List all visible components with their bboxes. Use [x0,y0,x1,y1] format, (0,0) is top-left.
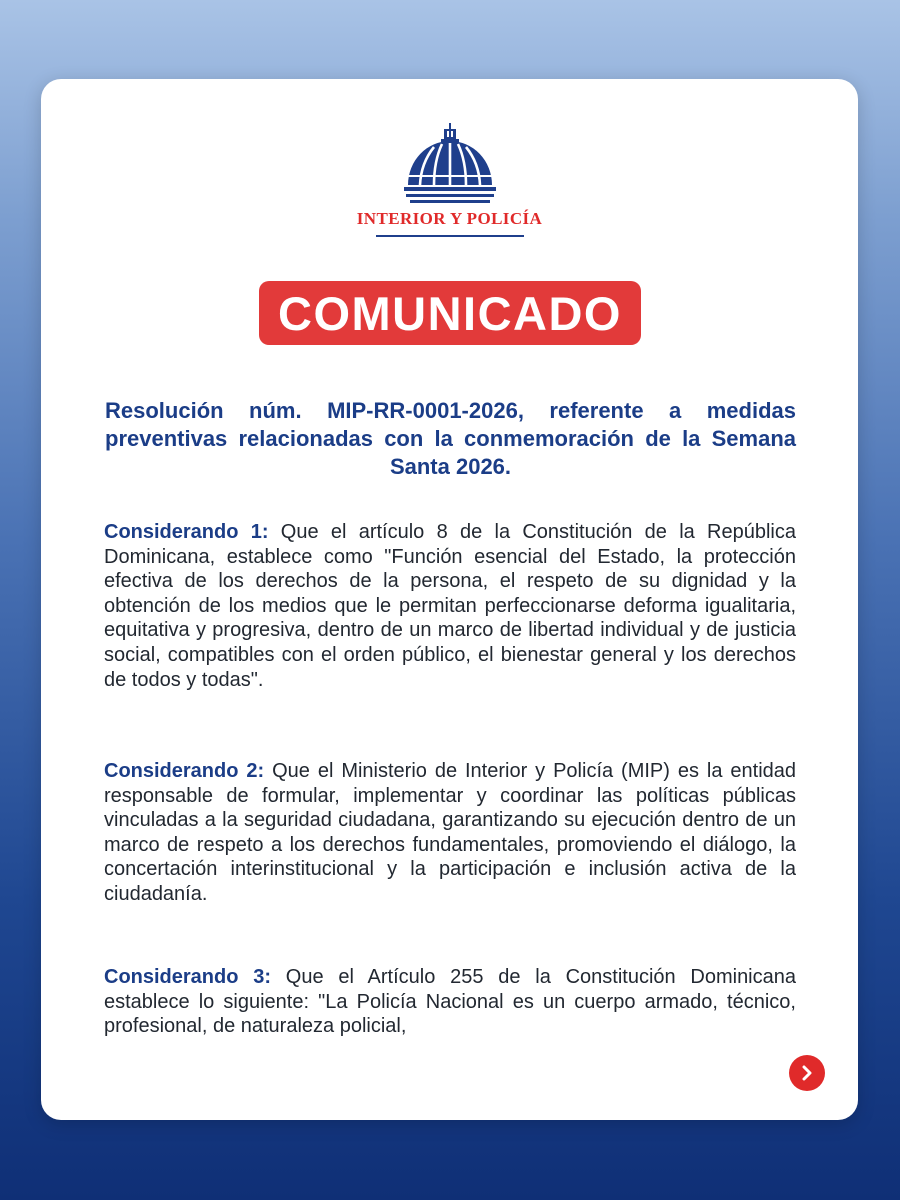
comunicado-banner: COMUNICADO [259,281,641,345]
considerando-2-text: Que el Ministerio de Interior y Policía (MIP) es la entidad responsable de formular, implementar y coordinar las políticas públicas vinculadas a la seguridad ciudadana, garantizando su ejecución dentro de un marco de respeto a los derechos fundamentales, promoviendo el diálogo, la concertación interinstitucional y la participación e inclusión activa de la ciudadanía. [104,760,797,905]
considerando-1-heading: Considerando 1: [104,521,269,543]
announcement-card [41,79,858,1120]
considerando-3-paragraph [104,965,796,1039]
ministry-name: INTERIOR Y POLICÍA [356,209,543,228]
resolution-title: Resolución núm. MIP-RR-0001-2026, referente a medidas preventivas relacionadas con la conmemoración de la Semana Santa 2026. [105,398,796,479]
logo-divider [376,235,524,237]
considerando-2-paragraph [104,759,796,907]
considerando-3-text: Que el Artículo 255 de la Constitución Dominicana establece lo siguiente: "La Policía Nacional es un cuerpo armado, técnico, profesional, de naturaleza policial, [104,966,796,1038]
ministry-logo [41,123,858,237]
considerando-3-heading: Considerando 3: [104,966,271,988]
chevron-right-icon [799,1065,815,1081]
considerando-1-paragraph [104,520,796,692]
dome-icon [404,123,496,203]
considerando-2-heading: Considerando 2: [104,760,265,782]
considerando-1-text: Que el artículo 8 de la Constitución de la República Dominicana, establece como "Función esencial del Estado, la protección efectiva de los derechos de la persona, el respeto de su dignidad y la obtención de los medios que le permitan perfeccionarse deforma igualitaria, equitativa y progresiva, dentro de un marco de libertad individual y de justicia social, compatibles con el orden público, el bienestar general y los derechos de todos y todas". [104,521,796,691]
next-page-button[interactable] [789,1055,825,1091]
